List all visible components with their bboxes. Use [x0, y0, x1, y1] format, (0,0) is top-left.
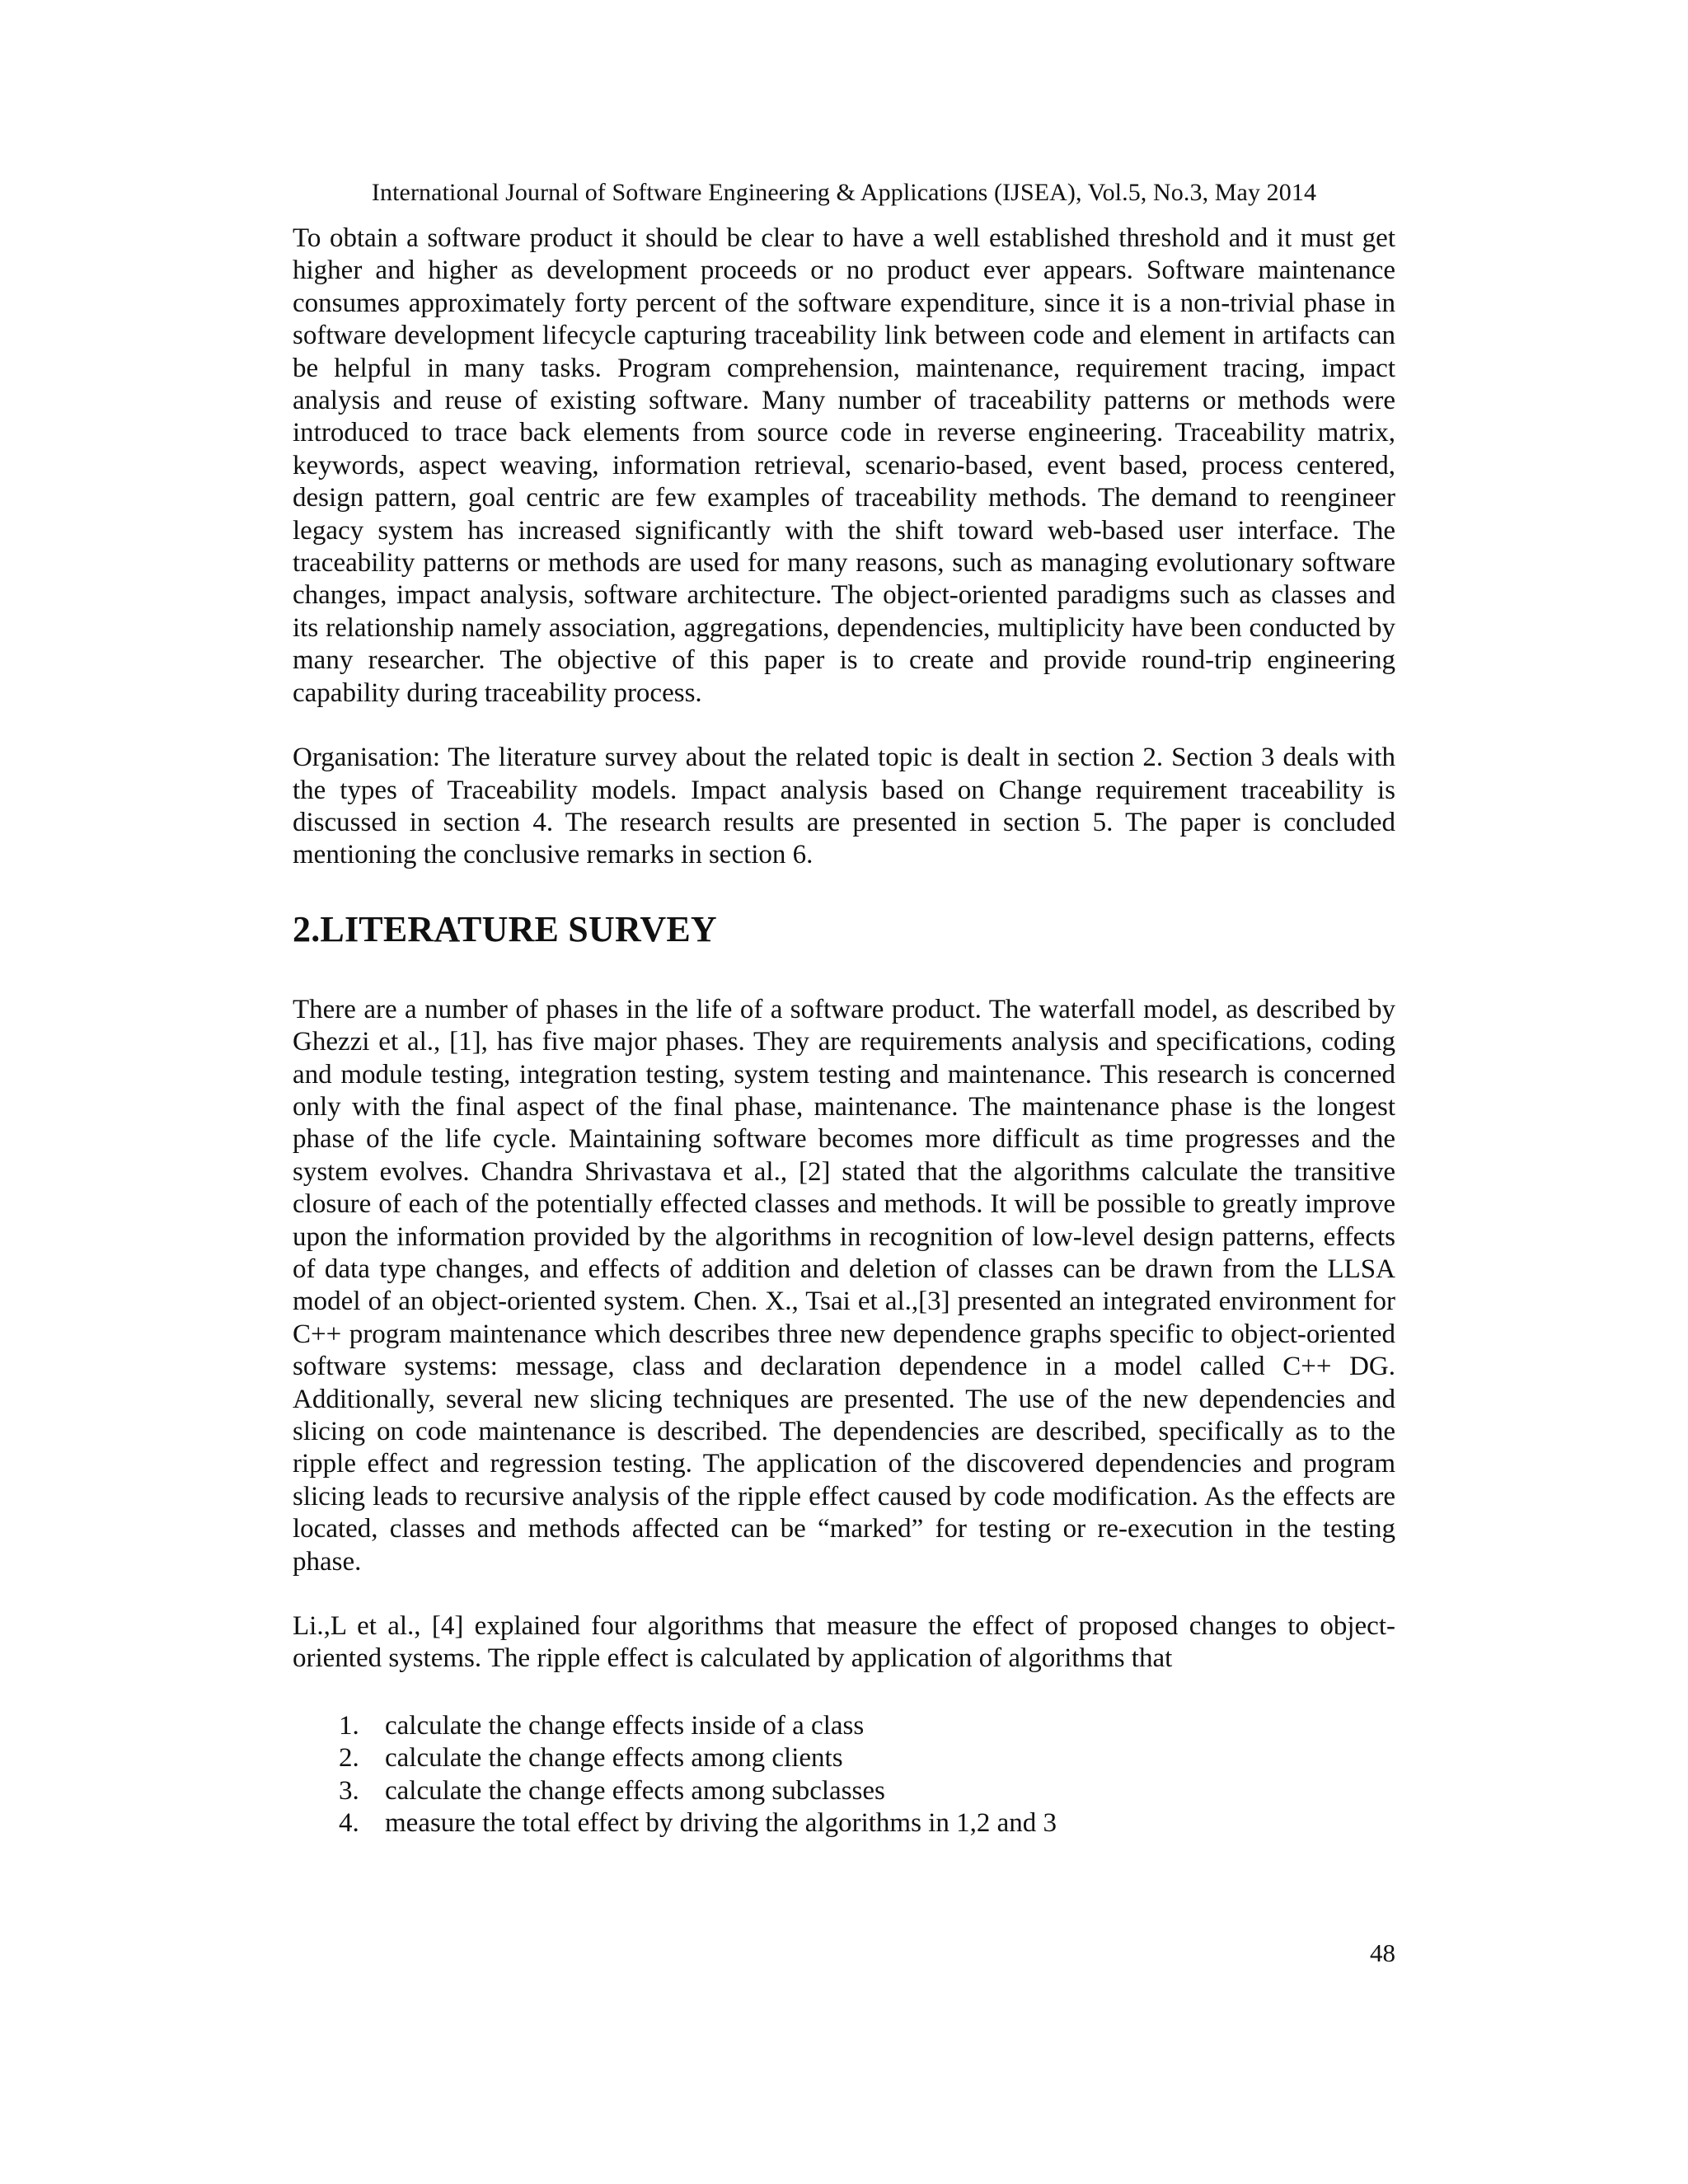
- list-item: [339, 1710, 1395, 1742]
- list-item-text: calculate the change effects among subclasses: [385, 1775, 885, 1806]
- running-header: International Journal of Software Engineering & Applications (IJSEA), Vol.5, No.3, May 2014: [371, 179, 1317, 206]
- list-item-text: calculate the change effects among clients: [385, 1743, 843, 1774]
- list-item-text: measure the total effect by driving the algorithms in 1,2 and 3: [385, 1808, 1057, 1839]
- section-heading-literature-survey: 2.LITERATURE SURVEY: [293, 908, 717, 949]
- list-item-number: 4.: [339, 1808, 359, 1839]
- organisation-paragraph: Organisation: The literature survey about the related topic is dealt in section 2. Section 3 deals with the types of Traceability models. Impact analysis based on Change requirement traceability is discussed in section 4. The research results are presented in section 5. The paper is concluded mentioning the conclusive remarks in section 6.: [293, 743, 1395, 870]
- list-item-text: calculate the change effects inside of a class: [385, 1710, 865, 1741]
- list-item: [339, 1775, 1395, 1807]
- literature-paragraph-2: Li.,L et al., [4] explained four algorithms that measure the effect of proposed changes to object-oriented systems. The ripple effect is calculated by application of algorithms that: [293, 1611, 1395, 1674]
- literature-paragraph-1: There are a number of phases in the life of a software product. The waterfall model, as described by Ghezzi et al., [1], has five major phases. They are requirements analysis and specifications, coding and module testing, integration testing, system testing and maintenance. This research is concerned only with the final aspect of the final phase, maintenance. The maintenance phase is the longest phase of the life cycle. Maintaining software becomes more difficult as time progresses and the system evolves. Chandra Shrivastava et al., [2] stated that the algorithms calculate the transitive closure of each of the potentially effected classes and methods. It will be possible to greatly improve upon the information provided by the algorithms in recognition of low-level design patterns, effects of data type changes, and effects of addition and deletion of classes can be drawn from the LLSA model of an object-oriented system. Chen. X., Tsai et al.,[3] presented an integrated environment for C++ program maintenance which describes three new dependence graphs specific to object-oriented software systems: message, class and declaration dependence in a model called C++ DG. Additionally, several new slicing techniques are presented. The use of the new dependencies and slicing on code maintenance is described. The dependencies are described, specifically as to the ripple effect and regression testing. The application of the discovered dependencies and program slicing leads to recursive analysis of the ripple effect caused by code modification. As the effects are located, classes and methods affected can be “marked” for testing or re-execution in the testing phase.: [293, 994, 1395, 1577]
- list-item-number: 2.: [339, 1743, 359, 1774]
- list-item-number: 3.: [339, 1775, 359, 1806]
- intro-paragraph: To obtain a software product it should be clear to have a well established threshold and it must get higher and higher as development proceeds or no product ever appears. Software maintenance consumes approximately forty percent of the software expenditure, since it is a non-trivial phase in software development lifecycle capturing traceability link between code and element in artifacts can be helpful in many tasks. Program comprehension, maintenance, requirement tracing, impact analysis and reuse of existing software. Many number of traceability patterns or methods were introduced to trace back elements from source code in reverse engineering. Traceability matrix, keywords, aspect weaving, information retrieval, scenario-based, event based, process centered, design pattern, goal centric are few examples of traceability methods. The demand to reengineer legacy system has increased significantly with the shift toward web-based user interface. The traceability patterns or methods are used for many reasons, such as managing evolutionary software changes, impact analysis, software architecture. The object-oriented paradigms such as classes and its relationship namely association, aggregations, dependencies, multiplicity have been conducted by many researcher. The objective of this paper is to create and provide round-trip engineering capability during traceability process.: [293, 223, 1395, 708]
- list-item: [339, 1742, 1395, 1774]
- list-item-number: 1.: [339, 1710, 359, 1741]
- page-number: 48: [1370, 1938, 1395, 1967]
- page-content: [293, 223, 1395, 1840]
- list-item: [339, 1807, 1395, 1840]
- algorithm-list: [293, 1710, 1395, 1840]
